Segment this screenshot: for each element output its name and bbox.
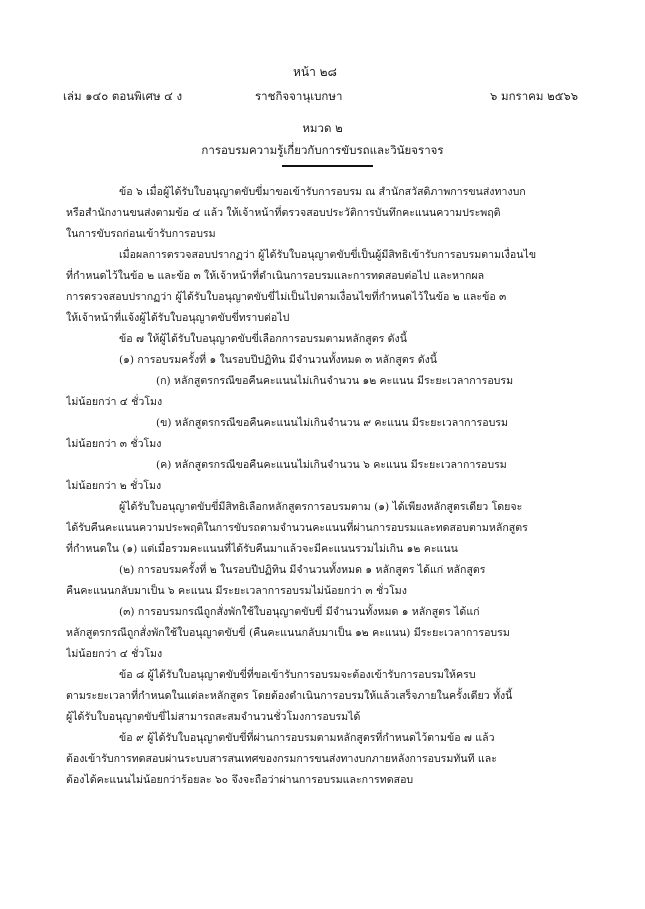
body-line: (ข) หลักสูตรกรณีขอคืนคะแนนไม่เกินจำนวน ๙ คะแนน มีระยะเวลาการอบรม <box>156 417 508 429</box>
body-line: ที่กำหนดใน (๑) แต่เมื่อรวมคะแนนที่ได้รับคืนมาแล้วจะมีคะแนนรวมไม่เกิน ๑๒ คะแนน <box>66 543 458 555</box>
body-line: ได้รับคืนคะแนนความประพฤติในการขับรถตามจำนวนคะแนนที่ผ่านการอบรมและทดสอบตามหลักสูตร <box>66 522 528 534</box>
body-line: ไม่น้อยกว่า ๒ ชั่วโมง <box>66 480 162 492</box>
body-line: ผู้ได้รับใบอนุญาตขับขี่มีสิทธิเลือกหลักสูตรการอบรมตาม (๑) ได้เพียงหลักสูตรเดียว โดยจะ <box>119 501 523 513</box>
volume-info: เล่ม ๑๔๐ ตอนพิเศษ ๔ ง <box>63 89 183 103</box>
body-line: คืนคะแนนกลับมาเป็น ๖ คะแนน มีระยะเวลาการอบรมไม่น้อยกว่า ๓ ชั่วโมง <box>66 585 407 597</box>
chapter-title: การอบรมความรู้เกี่ยวกับการขับรถและวินัยจราจร <box>201 143 444 157</box>
gazette-name: ราชกิจจานุเบกษา <box>255 89 343 103</box>
body-line: ให้เจ้าหน้าที่แจ้งผู้ได้รับใบอนุญาตขับขี่ทราบต่อไป <box>66 312 290 324</box>
body-line: หรือสำนักงานขนส่งตามข้อ ๔ แล้ว ให้เจ้าหน้าที่ตรวจสอบประวัติการบันทึกคะแนนความประพฤติ <box>66 207 501 219</box>
body-line: (๓) การอบรมกรณีถูกสั่งพักใช้ใบอนุญาตขับขี่ มีจำนวนทั้งหมด ๑ หลักสูตร ได้แก่ <box>119 606 480 618</box>
body-line: ต้องเข้ารับการทดสอบผ่านระบบสารสนเทศของกรมการขนส่งทางบกภายหลังการอบรมทันที และ <box>66 753 497 765</box>
body-line: ไม่น้อยกว่า ๔ ชั่วโมง <box>66 648 163 660</box>
title-underline <box>282 165 373 167</box>
body-line: หลักสูตรกรณีถูกสั่งพักใช้ใบอนุญาตขับขี่ (คืนคะแนนกลับมาเป็น ๑๒ คะแนน) มีระยะเวลาการอบรม <box>66 627 510 639</box>
document-body <box>66 182 581 791</box>
chapter-number: หมวด ๒ <box>302 121 343 135</box>
body-line: ผู้ได้รับใบอนุญาตขับขี่ไม่สามารถสะสมจำนวนชั่วโมงการอบรมได้ <box>66 711 361 723</box>
body-line: (๒) การอบรมครั้งที่ ๒ ในรอบปีปฏิทิน มีจำนวนทั้งหมด ๑ หลักสูตร ได้แก่ หลักสูตร <box>119 564 486 576</box>
body-line: ไม่น้อยกว่า ๓ ชั่วโมง <box>66 438 162 450</box>
body-line: การตรวจสอบปรากฏว่า ผู้ได้รับใบอนุญาตขับขี่ไม่เป็นไปตามเงื่อนไขที่กำหนดไว้ในข้อ ๒ และข้อ ๓ <box>66 291 507 303</box>
body-line: ที่กำหนดไว้ในข้อ ๒ และข้อ ๓ ให้เจ้าหน้าที่ดำเนินการอบรมและการทดสอบต่อไป และหากผล <box>66 270 485 282</box>
publication-date: ๖ มกราคม ๒๕๖๖ <box>490 89 578 103</box>
body-line: ข้อ ๖ เมื่อผู้ได้รับใบอนุญาตขับขี่มาขอเข้ารับการอบรม ณ สำนักสวัสดิภาพการขนส่งทางบก <box>119 186 526 198</box>
body-line: (๑) การอบรมครั้งที่ ๑ ในรอบปีปฏิทิน มีจำนวนทั้งหมด ๓ หลักสูตร ดังนี้ <box>119 354 438 366</box>
body-line: เมื่อผลการตรวจสอบปรากฏว่า ผู้ได้รับใบอนุญาตขับขี่เป็นผู้มีสิทธิเข้ารับการอบรมตามเงื่อนไข <box>119 249 537 261</box>
body-line: (ก) หลักสูตรกรณีขอคืนคะแนนไม่เกินจำนวน ๑๒ คะแนน มีระยะเวลาการอบรม <box>156 375 514 387</box>
body-line: ข้อ ๘ ผู้ได้รับใบอนุญาตขับขี่ที่ขอเข้ารับการอบรมจะต้องเข้ารับการอบรมให้ครบ <box>119 669 476 681</box>
body-line: ตามระยะเวลาที่กำหนดในแต่ละหลักสูตร โดยต้องดำเนินการอบรมให้แล้วเสร็จภายในครั้งเดียว ทั้งนี้ <box>66 690 513 702</box>
body-line: ไม่น้อยกว่า ๔ ชั่วโมง <box>66 396 163 408</box>
body-line: ข้อ ๗ ให้ผู้ได้รับใบอนุญาตขับขี่เลือกการอบรมตามหลักสูตร ดังนี้ <box>119 333 407 345</box>
body-line: ในการขับรถก่อนเข้ารับการอบรม <box>66 228 216 240</box>
body-line: (ค) หลักสูตรกรณีขอคืนคะแนนไม่เกินจำนวน ๖ คะแนน มีระยะเวลาการอบรม <box>156 459 507 471</box>
body-line: ต้องได้คะแนนไม่น้อยกว่าร้อยละ ๖๐ จึงจะถือว่าผ่านการอบรมและการทดสอบ <box>66 774 414 786</box>
body-line: ข้อ ๙ ผู้ได้รับใบอนุญาตขับขี่ที่ผ่านการอบรมตามหลักสูตรที่กำหนดไว้ตามข้อ ๗ แล้ว <box>119 732 495 744</box>
page-number: หน้า ๒๘ <box>293 65 337 79</box>
